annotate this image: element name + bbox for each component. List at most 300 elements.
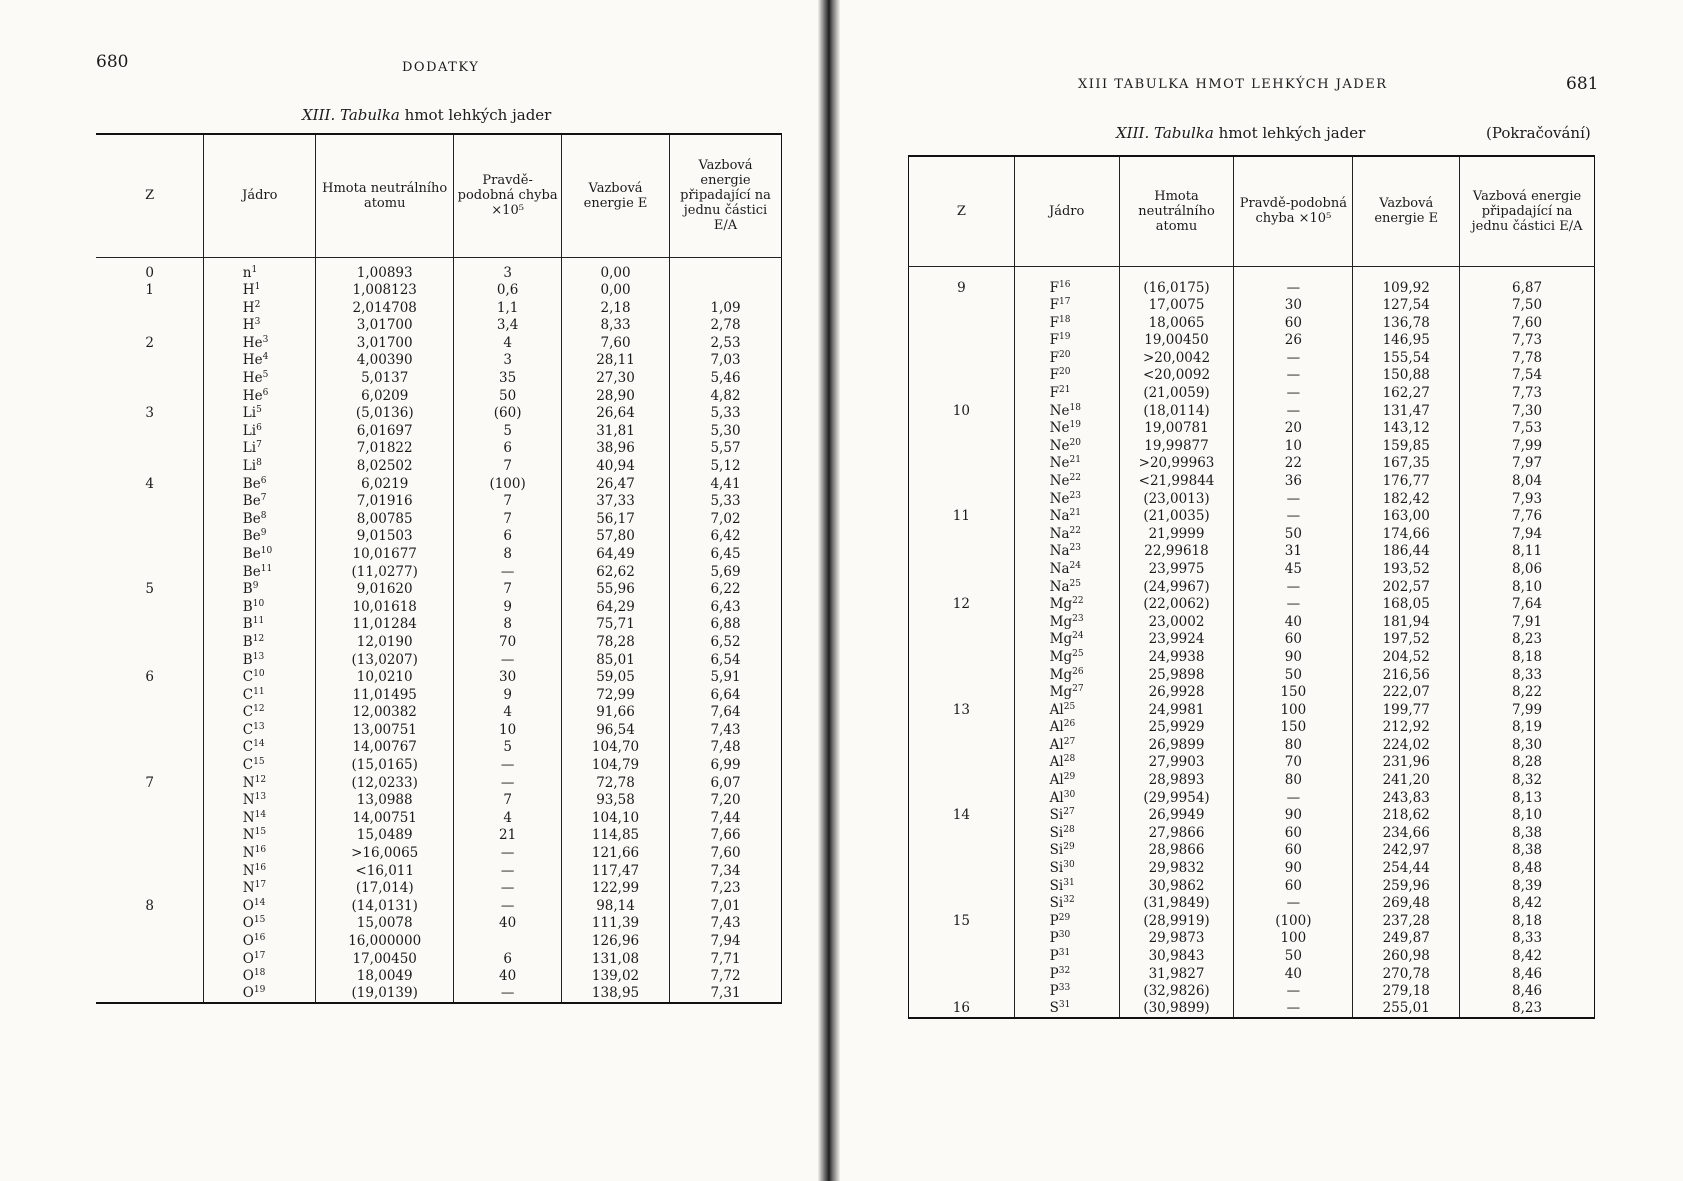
mass-cell: 31,9827 [1119,966,1234,984]
nucleus-cell [1014,948,1119,966]
energy-per-nucleon-cell: 7,60 [1460,315,1595,333]
nucleus-cell [1014,825,1119,843]
nucleus-cell [204,986,316,1004]
z-cell: 1 [145,282,154,299]
nucleus-cell [204,352,316,370]
nucleus-symbol: Mg$^{25}$ [1049,648,1084,665]
mass-number: 29 [1063,772,1076,783]
z-cell [909,332,1015,350]
energy-cell: 162,27 [1353,385,1460,403]
z-cell [96,792,204,810]
energy-cell: 0,00 [562,257,670,282]
error-cell: 7 [454,511,562,529]
nucleus-symbol: $H^2$ [242,299,261,316]
nucleus-symbol: Be$^8$ [242,510,267,527]
energy-cell: 26,64 [562,405,670,423]
mass-cell: 18,0049 [316,968,454,986]
table-row [909,266,1595,297]
mass-number: 6 [262,387,269,398]
mass-number: 11 [252,616,265,627]
error-cell: 10 [454,722,562,740]
nucleus-cell [204,370,316,388]
table-row [909,385,1595,403]
error-cell: 9 [454,599,562,617]
running-head: DODATKY [402,60,480,75]
table-row [909,790,1595,808]
nucleus-cell [204,581,316,599]
z-cell [909,983,1015,1001]
mass-number: 19 [1069,420,1081,431]
error-cell: 7 [454,581,562,599]
table-row [909,403,1595,421]
z-cell: 3 [145,405,154,422]
mass-cell: 6,0209 [316,388,454,406]
z-cell [909,895,1015,913]
nucleus-cell [204,810,316,828]
mass-cell: 23,9924 [1119,631,1234,649]
nucleus-symbol: Mg$^{27}$ [1049,684,1084,701]
energy-cell: 181,94 [1353,614,1460,632]
mass-cell: 27,9903 [1119,754,1234,772]
z-cell [909,614,1015,632]
energy-per-nucleon-cell: 8,39 [1460,878,1595,896]
nucleus-cell [204,511,316,529]
energy-cell: 222,07 [1353,684,1460,702]
error-cell: 22 [1234,455,1353,473]
mass-cell: 26,9899 [1119,737,1234,755]
energy-per-nucleon-cell: 7,64 [1460,596,1595,614]
table-row [96,915,782,933]
nucleus-cell [1014,367,1119,385]
energy-cell: 231,96 [1353,754,1460,772]
mass-cell: 25,9898 [1119,666,1234,684]
nucleus-cell [1014,596,1119,614]
table-row [909,684,1595,702]
nucleus-symbol: $N^{14}$ [242,809,267,826]
nucleus-cell [1014,930,1119,948]
nucleus-symbol: He$^3$ [242,334,269,351]
error-cell: 7 [454,493,562,511]
energy-cell: 40,94 [562,458,670,476]
table-row [909,930,1595,948]
error-cell: 150 [1234,719,1353,737]
energy-per-nucleon-cell: 7,31 [670,986,782,1004]
energy-per-nucleon-cell: 7,99 [1460,438,1595,456]
table-row [96,669,782,687]
nucleus-cell [1014,438,1119,456]
nucleus-cell [204,845,316,863]
nucleus-symbol: Al$^{25}$ [1049,701,1076,718]
energy-per-nucleon-cell: 7,73 [1460,332,1595,350]
nucleus-cell [204,951,316,969]
nucleus-cell [1014,966,1119,984]
nucleus-symbol: Be$^7$ [242,493,267,510]
error-cell: 36 [1234,473,1353,491]
energy-cell: 126,96 [562,933,670,951]
table-row [96,792,782,810]
energy-per-nucleon-cell: 7,99 [1460,702,1595,720]
energy-cell: 255,01 [1353,1001,1460,1019]
mass-cell: 14,00751 [316,810,454,828]
nucleus-symbol: $F^{20}$ [1049,349,1071,366]
header-nucleus: Jádro [1014,156,1119,266]
error-cell: — [454,775,562,793]
error-cell: 30 [1234,297,1353,315]
energy-per-nucleon-cell: 8,46 [1460,983,1595,1001]
energy-cell: 155,54 [1353,350,1460,368]
nucleus-cell [1014,790,1119,808]
z-cell [96,757,204,775]
z-cell [96,370,204,388]
mass-number: 30 [1058,930,1071,941]
table-row [909,491,1595,509]
energy-cell: 111,39 [562,915,670,933]
table-row [909,719,1595,737]
error-cell: — [1234,983,1353,1001]
error-cell: 4 [454,335,562,353]
table-row [909,561,1595,579]
nucleus-symbol: Li$^5$ [242,405,262,422]
mass-number: 18 [1059,314,1071,325]
nucleus-cell [204,405,316,423]
nucleus-symbol: Na$^{23}$ [1049,543,1081,560]
mass-cell: 13,0988 [316,792,454,810]
mass-cell: 30,9843 [1119,948,1234,966]
mass-number: 23 [1069,490,1081,501]
z-cell [909,631,1015,649]
table-row [909,596,1595,614]
table-row [909,508,1595,526]
nucleus-symbol: $B^{13}$ [242,651,265,668]
z-cell: 12 [952,596,970,613]
z-cell [909,543,1015,561]
mass-cell: 13,00751 [316,722,454,740]
error-cell: — [454,757,562,775]
mass-cell: 11,01495 [316,687,454,705]
energy-cell: 64,49 [562,546,670,564]
table-row [909,631,1595,649]
energy-cell: 114,85 [562,827,670,845]
error-cell: 40 [1234,966,1353,984]
table-row [96,651,782,669]
nucleus-cell [204,388,316,406]
energy-per-nucleon-cell: 5,30 [670,423,782,441]
energy-per-nucleon-cell: 7,97 [1460,455,1595,473]
nucleus-cell [1014,719,1119,737]
mass-cell: 16,000000 [316,933,454,951]
table-row [96,528,782,546]
nucleus-cell [204,722,316,740]
mass-cell: 15,0078 [316,915,454,933]
energy-per-nucleon-cell: 8,19 [1460,719,1595,737]
mass-cell: 26,9928 [1119,684,1234,702]
z-cell: 13 [952,701,970,718]
table-row [96,722,782,740]
energy-per-nucleon-cell: 7,53 [1460,420,1595,438]
table-row [96,458,782,476]
mass-number: 9 [252,581,259,592]
nucleus-symbol: $N^{15}$ [242,827,267,844]
table-row [96,634,782,652]
mass-cell: (21,0035) [1119,508,1234,526]
energy-per-nucleon-cell: 8,30 [1460,737,1595,755]
nucleus-cell [204,669,316,687]
table-row [96,440,782,458]
mass-cell: (31,9849) [1119,895,1234,913]
error-cell: 9 [454,687,562,705]
energy-cell: 122,99 [562,880,670,898]
z-cell [909,948,1015,966]
header-binding-energy-per-nucleon: Vazbová energie připadající na jednu částici E/A [1460,156,1595,266]
mass-number: 26 [1072,666,1084,677]
nucleus-cell [204,792,316,810]
energy-per-nucleon-cell: 8,23 [1460,631,1595,649]
nucleus-symbol: $O^{17}$ [242,950,266,967]
energy-cell: 121,66 [562,845,670,863]
nuclear-mass-table-right [908,155,1595,1019]
mass-cell: 22,99618 [1119,543,1234,561]
mass-number: 23 [1069,543,1081,554]
book-gutter [818,0,840,1181]
energy-per-nucleon-cell: 6,07 [670,775,782,793]
mass-cell: (29,9954) [1119,790,1234,808]
table-row [96,968,782,986]
nucleus-symbol: Mg$^{22}$ [1049,596,1084,613]
z-cell [909,491,1015,509]
z-cell [909,684,1015,702]
energy-cell: 131,47 [1353,403,1460,421]
mass-number: 15 [253,915,266,926]
energy-cell: 55,96 [562,581,670,599]
table-row [96,616,782,634]
energy-cell: 57,80 [562,528,670,546]
mass-cell: 5,0137 [316,370,454,388]
mass-number: 7 [256,440,262,451]
mass-number: 14 [253,739,265,750]
table-row [909,913,1595,931]
energy-per-nucleon-cell: 7,48 [670,739,782,757]
mass-number: 27 [1063,807,1075,818]
error-cell: 26 [1234,332,1353,350]
nucleus-cell [1014,579,1119,597]
mass-cell: 8,00785 [316,511,454,529]
nucleus-symbol: Ne$^{23}$ [1049,490,1081,507]
mass-cell: (22,0062) [1119,596,1234,614]
z-cell [909,860,1015,878]
table-row [96,880,782,898]
mass-number: 25 [1063,701,1076,712]
energy-cell: 136,78 [1353,315,1460,333]
error-cell: 40 [454,915,562,933]
energy-cell: 62,62 [562,564,670,582]
z-cell: 4 [145,475,154,492]
nucleus-cell [204,546,316,564]
mass-number: 4 [262,352,269,363]
z-cell [909,966,1015,984]
error-cell: 5 [454,739,562,757]
nucleus-symbol: Mg$^{23}$ [1049,613,1084,630]
nucleus-symbol: $C^{12}$ [242,704,265,721]
energy-cell: 212,92 [1353,719,1460,737]
nucleus-cell [204,827,316,845]
z-cell [96,352,204,370]
nucleus-cell [204,317,316,335]
nucleus-symbol: $O^{14}$ [242,897,266,914]
error-cell: 3 [454,257,562,282]
nucleus-symbol: Be$^6$ [242,475,267,492]
nucleus-symbol: $F^{19}$ [1049,332,1071,349]
nucleus-cell [1014,473,1119,491]
nucleus-symbol: Al$^{28}$ [1049,754,1076,771]
nucleus-cell [1014,455,1119,473]
z-cell [96,440,204,458]
mass-number: 5 [256,405,262,416]
nucleus-symbol: Si$^{30}$ [1049,860,1075,877]
z-cell: 14 [952,807,970,824]
energy-cell: 0,00 [562,282,670,300]
energy-cell: 96,54 [562,722,670,740]
error-cell: — [1234,508,1353,526]
mass-number: 22 [1069,525,1081,536]
mass-cell: 28,9866 [1119,842,1234,860]
error-cell: 90 [1234,807,1353,825]
error-cell: — [1234,403,1353,421]
energy-per-nucleon-cell: 8,38 [1460,825,1595,843]
z-cell [96,546,204,564]
mass-number: 28 [1063,754,1076,765]
energy-per-nucleon-cell: 7,91 [1460,614,1595,632]
z-cell [909,473,1015,491]
mass-cell: (19,0139) [316,986,454,1004]
energy-per-nucleon-cell: 5,91 [670,669,782,687]
mass-number: 17 [254,880,267,891]
z-cell: 2 [145,334,154,351]
energy-cell: 254,44 [1353,860,1460,878]
z-cell [96,564,204,582]
error-cell: 50 [1234,526,1353,544]
error-cell: 100 [1234,930,1353,948]
z-cell [909,350,1015,368]
energy-cell: 59,05 [562,669,670,687]
energy-per-nucleon-cell: 8,42 [1460,948,1595,966]
energy-cell: 243,83 [1353,790,1460,808]
nucleus-cell [1014,737,1119,755]
energy-per-nucleon-cell: 5,33 [670,405,782,423]
caption-continuation-note: (Pokračování) [1486,124,1591,142]
table-row [909,754,1595,772]
energy-per-nucleon-cell: 5,57 [670,440,782,458]
mass-cell: (24,9967) [1119,579,1234,597]
energy-cell: 242,97 [1353,842,1460,860]
table-row [96,951,782,969]
mass-cell: (18,0114) [1119,403,1234,421]
error-cell: — [454,651,562,669]
error-cell: — [1234,1001,1353,1019]
error-cell: 70 [1234,754,1353,772]
z-cell [96,915,204,933]
table-row [909,737,1595,755]
energy-per-nucleon-cell: 7,30 [1460,403,1595,421]
error-cell: — [454,898,562,916]
nucleus-cell [1014,491,1119,509]
z-cell [96,739,204,757]
z-cell [909,455,1015,473]
mass-cell: 4,00390 [316,352,454,370]
nucleus-cell [1014,860,1119,878]
mass-number: 33 [1058,983,1071,994]
nucleus-cell [1014,266,1119,297]
energy-cell: 249,87 [1353,930,1460,948]
error-cell: 40 [1234,614,1353,632]
nucleus-symbol: Be$^{11}$ [242,563,273,580]
error-cell: 7 [454,458,562,476]
energy-cell: 167,35 [1353,455,1460,473]
table-row [909,702,1595,720]
mass-cell: 17,0075 [1119,297,1234,315]
mass-cell: 9,01503 [316,528,454,546]
table-row [96,257,782,282]
error-cell: 6 [454,951,562,969]
nucleus-symbol: $C^{15}$ [242,757,265,774]
mass-number: 19 [253,985,266,996]
energy-cell: 193,52 [1353,561,1460,579]
table-row [909,878,1595,896]
table-row [909,1001,1595,1019]
error-cell: 70 [454,634,562,652]
z-cell: 5 [145,581,154,598]
energy-cell: 224,02 [1353,737,1460,755]
energy-per-nucleon-cell: 7,76 [1460,508,1595,526]
error-cell: 90 [1234,860,1353,878]
energy-cell: 138,95 [562,986,670,1004]
z-cell [96,704,204,722]
nucleus-cell [204,493,316,511]
nucleus-symbol: $C^{14}$ [242,739,265,756]
energy-per-nucleon-cell: 7,03 [670,352,782,370]
nucleus-cell [204,476,316,494]
error-cell: — [1234,491,1353,509]
z-cell [909,772,1015,790]
table-row [96,687,782,705]
nucleus-cell [1014,807,1119,825]
mass-number: 24 [1072,631,1084,642]
nucleus-symbol: $N^{17}$ [242,880,267,897]
error-cell: 6 [454,528,562,546]
z-cell: 16 [952,1000,970,1017]
z-cell [96,933,204,951]
mass-number: 9 [260,528,267,539]
z-cell [96,511,204,529]
energy-per-nucleon-cell: 7,66 [670,827,782,845]
nucleus-cell [1014,631,1119,649]
mass-cell: (32,9826) [1119,983,1234,1001]
mass-cell: 12,00382 [316,704,454,722]
energy-per-nucleon-cell: 6,99 [670,757,782,775]
header-nucleus: Jádro [204,134,316,257]
energy-cell: 109,92 [1353,266,1460,297]
mass-number: 20 [1059,349,1071,360]
mass-number: 14 [253,897,266,908]
table-caption [302,106,551,124]
nucleus-symbol: Na$^{24}$ [1049,560,1081,577]
nucleus-symbol: Mg$^{24}$ [1049,631,1084,648]
mass-cell: <21,99844 [1119,473,1234,491]
energy-cell: 202,57 [1353,579,1460,597]
error-cell: — [1234,895,1353,913]
error-cell: 31 [1234,543,1353,561]
nucleus-cell [1014,983,1119,1001]
table-row [96,986,782,1004]
